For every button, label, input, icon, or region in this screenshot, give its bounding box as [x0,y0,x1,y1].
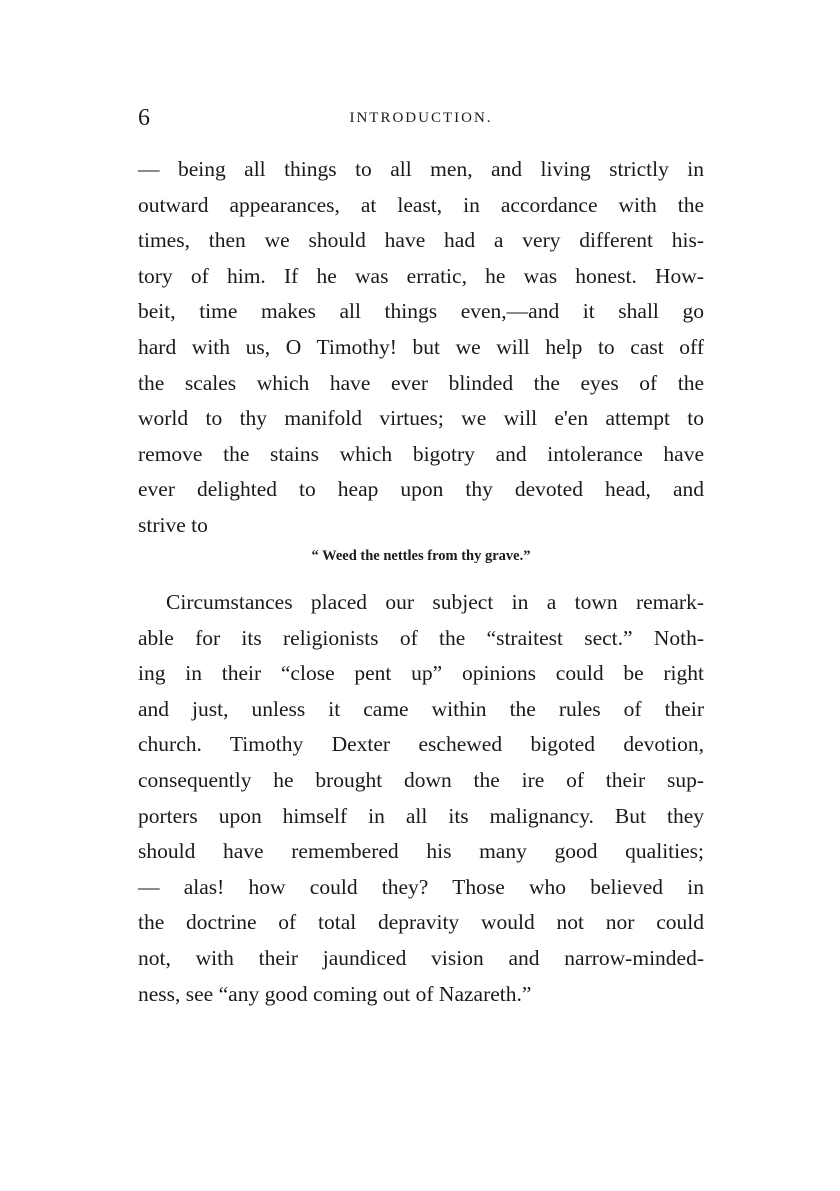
text-line: able for its religionists of the “straitest sect.” Noth- [138,625,704,650]
text-line: and just, unless it came within the rules of their [138,696,704,721]
paragraph-2 [138,585,704,1012]
text-line: — alas! how could they? Those who believed in [138,874,704,899]
running-head [138,103,704,133]
text-line: ness, see “any good coming out of Nazareth.” [138,981,532,1006]
text-line: ever delighted to heap upon thy devoted head, and [138,477,704,502]
text-line: beit, time makes all things even,—and it shall go [138,299,704,324]
text-line: the doctrine of total depravity would not nor could [138,910,704,935]
text-line: world to thy manifold virtues; we will e'en attempt to [138,406,704,431]
text-line: ing in their “close pent up” opinions could be right [138,661,704,686]
text-line: Circumstances placed our subject in a town remark- [166,590,704,614]
text-line: strive to [138,512,208,537]
text-line: porters upon himself in all its malignancy. But they [138,803,704,828]
text-line: outward appearances, at least, in accordance with the [138,192,704,217]
quotation: “ Weed the nettles from thy grave.” [311,548,531,564]
paragraph-1 [138,152,704,544]
text-line: not, with their jaundiced vision and narrow-minded- [138,945,704,970]
running-title: INTRODUCTION. [349,110,493,126]
text-line: consequently he brought down the ire of their sup- [138,767,704,792]
page-number: 6 [138,105,150,131]
text-line: times, then we should have had a very different his- [138,228,704,253]
text-line: the scales which have ever blinded the eyes of the [138,370,704,395]
text-line: should have remembered his many good qualities; [138,839,704,864]
text-line: tory of him. If he was erratic, he was honest. How- [138,263,704,288]
text-line: — being all things to all men, and living strictly in [138,157,704,181]
text-line: church. Timothy Dexter eschewed bigoted devotion, [138,732,704,757]
text-line: remove the stains which bigotry and intolerance have [138,441,704,466]
text-line: hard with us, O Timothy! but we will help to cast off [138,334,704,359]
